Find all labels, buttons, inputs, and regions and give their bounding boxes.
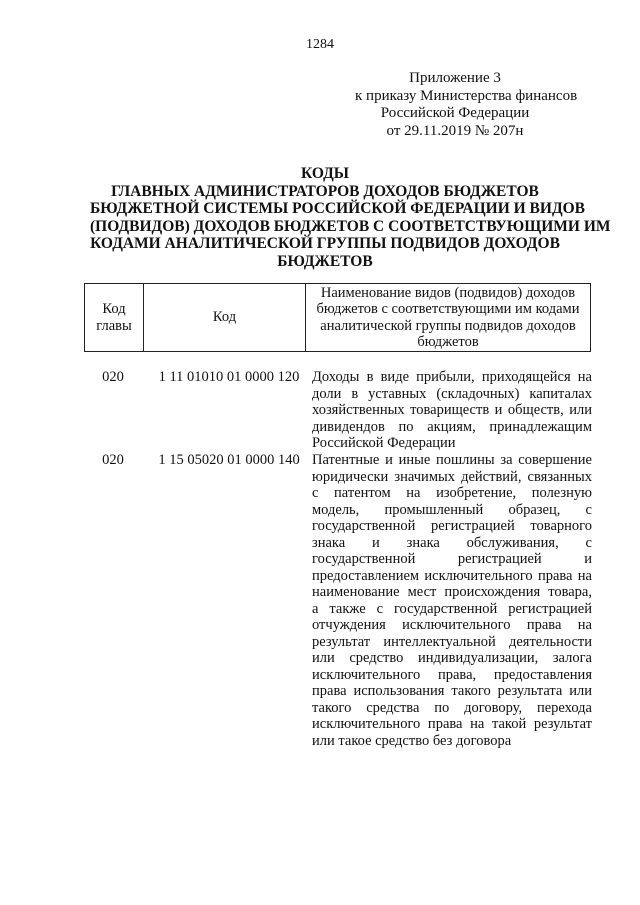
header-name-line: бюджетов с соответствующими им кодами [316, 301, 580, 317]
appendix-line: от 29.11.2019 № 207н [386, 122, 524, 139]
title-line: ГЛАВНЫХ АДМИНИСТРАТОРОВ ДОХОДОВ БЮДЖЕТОВ [111, 182, 539, 200]
description-line: отчуждения исключительного права на [312, 617, 592, 633]
description-line: результат интеллектуальной деятельности [312, 633, 592, 650]
title-line: БЮДЖЕТОВ [277, 252, 373, 270]
header-name-line: бюджетов [417, 334, 479, 350]
appendix-line: к приказу Министерства финансов [355, 87, 578, 104]
description-line: такого средства по договору, перехода [312, 699, 592, 716]
description-line: права использования такого результата или [312, 683, 592, 699]
description-line: хозяйственных товариществ и обществ, или [312, 402, 592, 418]
header-name [306, 284, 591, 352]
document-title [90, 165, 611, 270]
description-line: исключительного права на такой результат [312, 716, 592, 732]
description-line: доли в уставных (складочных) капиталах [312, 385, 592, 402]
description-line: модель, промышленный образец, с [312, 501, 592, 518]
appendix-line: Приложение 3 [409, 70, 501, 86]
title-line: КОДЫ [300, 165, 350, 182]
title-line: БЮДЖЕТНОЙ СИСТЕМЫ РОССИЙСКОЙ ФЕДЕРАЦИИ И ВИДОВ [90, 200, 586, 217]
description-line: наименование мест происхождения товара, [312, 584, 592, 600]
page-number: 1284 [306, 37, 334, 52]
table-body [84, 369, 592, 749]
description-line: государственной регистрацией товарного [312, 518, 592, 534]
description-line: знака и знака обслуживания, с [312, 534, 592, 551]
appendix-reference [355, 70, 578, 140]
appendix-line: Российской Федерации [380, 105, 530, 121]
header-chapter-code: Код главы [85, 284, 144, 352]
description-line: а также с государственной регистрацией [312, 600, 592, 617]
chapter-code: 020 [102, 369, 124, 385]
description-line: дивидендов по акциям, принадлежащим [312, 418, 592, 435]
description-line: предоставлением исключительного права на [312, 567, 592, 584]
description-line: или средство индивидуализации, залога [312, 650, 592, 666]
description-line: Российской Федерации [312, 435, 456, 451]
table-row [84, 452, 592, 749]
title-line: КОДАМИ АНАЛИТИЧЕСКОЙ ГРУППЫ ПОДВИДОВ ДОХОДОВ [90, 235, 560, 252]
description-line: исключительного права, предоставления [312, 666, 592, 683]
title-line: (ПОДВИДОВ) ДОХОДОВ БЮДЖЕТОВ С СООТВЕТСТВУЮЩИМИ ИМ [90, 217, 611, 235]
revenue-description [312, 452, 592, 749]
description-line: с патентом на изобретение, полезную [312, 485, 592, 501]
table-row [84, 369, 592, 452]
header-name-line: аналитической группы подвидов доходов [320, 317, 576, 334]
revenue-code: 1 11 01010 01 0000 120 [158, 369, 300, 385]
description-line: государственной регистрацией и [312, 551, 592, 567]
description-line: юридически значимых действий, связанных [312, 468, 592, 485]
revenue-description [312, 369, 592, 452]
description-line: Патентные и иные пошлины за совершение [312, 452, 592, 468]
chapter-code: 020 [102, 452, 124, 468]
revenue-code: 1 15 05020 01 0000 140 [158, 452, 300, 468]
table-header [84, 283, 591, 352]
description-line: Доходы в виде прибыли, приходящейся на [312, 369, 592, 385]
header-name-line: Наименование видов (подвидов) доходов [320, 284, 576, 301]
header-code: Код [144, 284, 306, 352]
description-line: или такое средство без договора [312, 732, 512, 749]
